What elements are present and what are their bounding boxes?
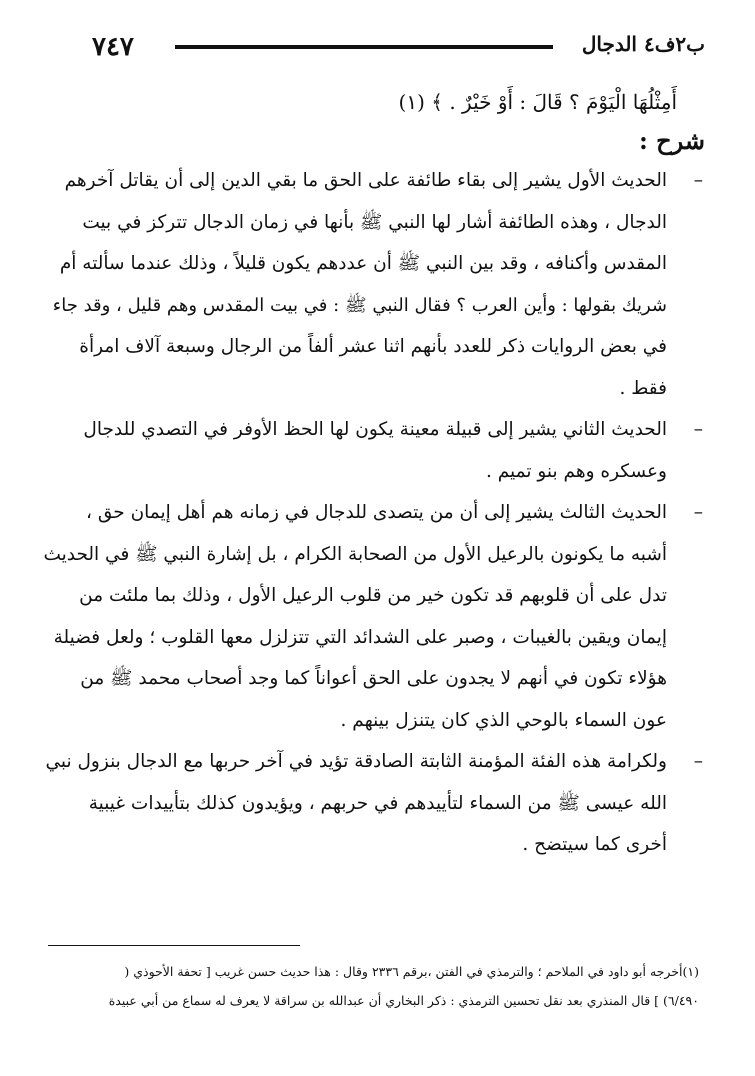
item-line: الدجال ، وهذه الطائفة أشار لها النبي ﷺ بأنها في زمان الدجال تتركز في بيت: [82, 211, 667, 233]
page-header: [60, 28, 705, 64]
item-line: أشبه ما يكونون بالرعيل الأول من الصحابة الكرام ، بل إشارة النبي ﷺ في الحديث: [43, 543, 667, 565]
item-dash: –: [693, 419, 703, 440]
header-rule: [175, 45, 553, 49]
item-line: أخرى كما سيتضح .: [522, 834, 667, 855]
item-dash: –: [693, 751, 703, 772]
commentary-item: [40, 492, 707, 741]
item-dash: –: [693, 170, 703, 191]
item-line: تدل على أن قلوبهم قد تكون خير من قلوب الرعيل الأول ، وذلك بما ملئت من: [79, 585, 667, 606]
item-dash: –: [693, 502, 703, 523]
item-line: الله عيسى ﷺ من السماء لتأييدهم في حربهم ، ويؤيدون كذلك بتأييدات غيبية: [88, 792, 667, 814]
commentary-item: [40, 409, 707, 492]
running-head: ب٢ف٤ الدجال: [581, 32, 705, 56]
item-line: شريك بقولها : وأين العرب ؟ فقال النبي ﷺ : في بيت المقدس وهم قليل ، وقد جاء: [52, 294, 667, 316]
footnote-rule: [48, 945, 300, 946]
commentary-item: [40, 160, 707, 409]
main-text: [40, 84, 707, 866]
item-line: الحديث الثاني يشير إلى قبيلة معينة يكون لها الحظ الأوفر في التصدي للدجال: [83, 419, 667, 440]
hadith-closing-line: أَمِثْلُهَا الْيَوْمَ ؟ قَالَ : أَوْ خَيْرٌ . ﴾ (١): [398, 90, 677, 114]
page-number: ٧٤٧: [92, 32, 134, 62]
item-line: المقدس وأكنافه ، وقد بين النبي ﷺ أن عددهم يكون قليلاً ، وذلك عندما سألته أم: [59, 253, 667, 274]
item-line: ولكرامة هذه الفئة المؤمنة الثابتة الصادقة تؤيد في آخر حربها مع الدجال بنزول نبي: [45, 751, 667, 772]
item-line: الحديث الثالث يشير إلى أن من يتصدى للدجال في زمانه هم أهل إيمان حق ،: [85, 502, 667, 523]
item-line: إيمان ويقين بالغيبات ، وصبر على الشدائد التي تتزلزل معها القلوب ؛ ولعل فضيلة: [53, 626, 667, 648]
footnote-line: (١)أخرجه أبو داود في الملاحم ؛ والترمذي في الفتن ،برقم ٢٣٣٦ وقال : هذا حديث حسن غريب [ تحفة الأحوذي (: [124, 964, 699, 979]
item-line: هؤلاء تكون في أنهم لا يجدون على الحق أعواناً كما وجد أصحاب محمد ﷺ من: [80, 668, 667, 689]
item-line: فقط .: [619, 377, 667, 399]
commentary-item: [40, 741, 707, 866]
section-title: شرح :: [638, 126, 705, 155]
item-line: وعسكره وهم بنو تميم .: [485, 460, 667, 482]
footnotes: [66, 957, 699, 1015]
item-line: في بعض الروايات ذكر للعدد بأنهم اثنا عشر ألفاً من الرجال وسبعة آلاف امرأة: [79, 336, 667, 357]
item-line: الحديث الأول يشير إلى بقاء طائفة على الحق ما بقي الدين إلى أن يقاتل آخرهم: [64, 170, 667, 191]
footnote-line: ٦/٤٩٠) ] قال المنذري بعد نقل تحسين الترمذي : ذكر البخاري أن عبدالله بن سراقة لا يعرف له سماع من أبي عبيدة: [108, 993, 699, 1008]
item-line: عون السماء بالوحي الذي كان يتنزل بينهم .: [340, 709, 667, 731]
